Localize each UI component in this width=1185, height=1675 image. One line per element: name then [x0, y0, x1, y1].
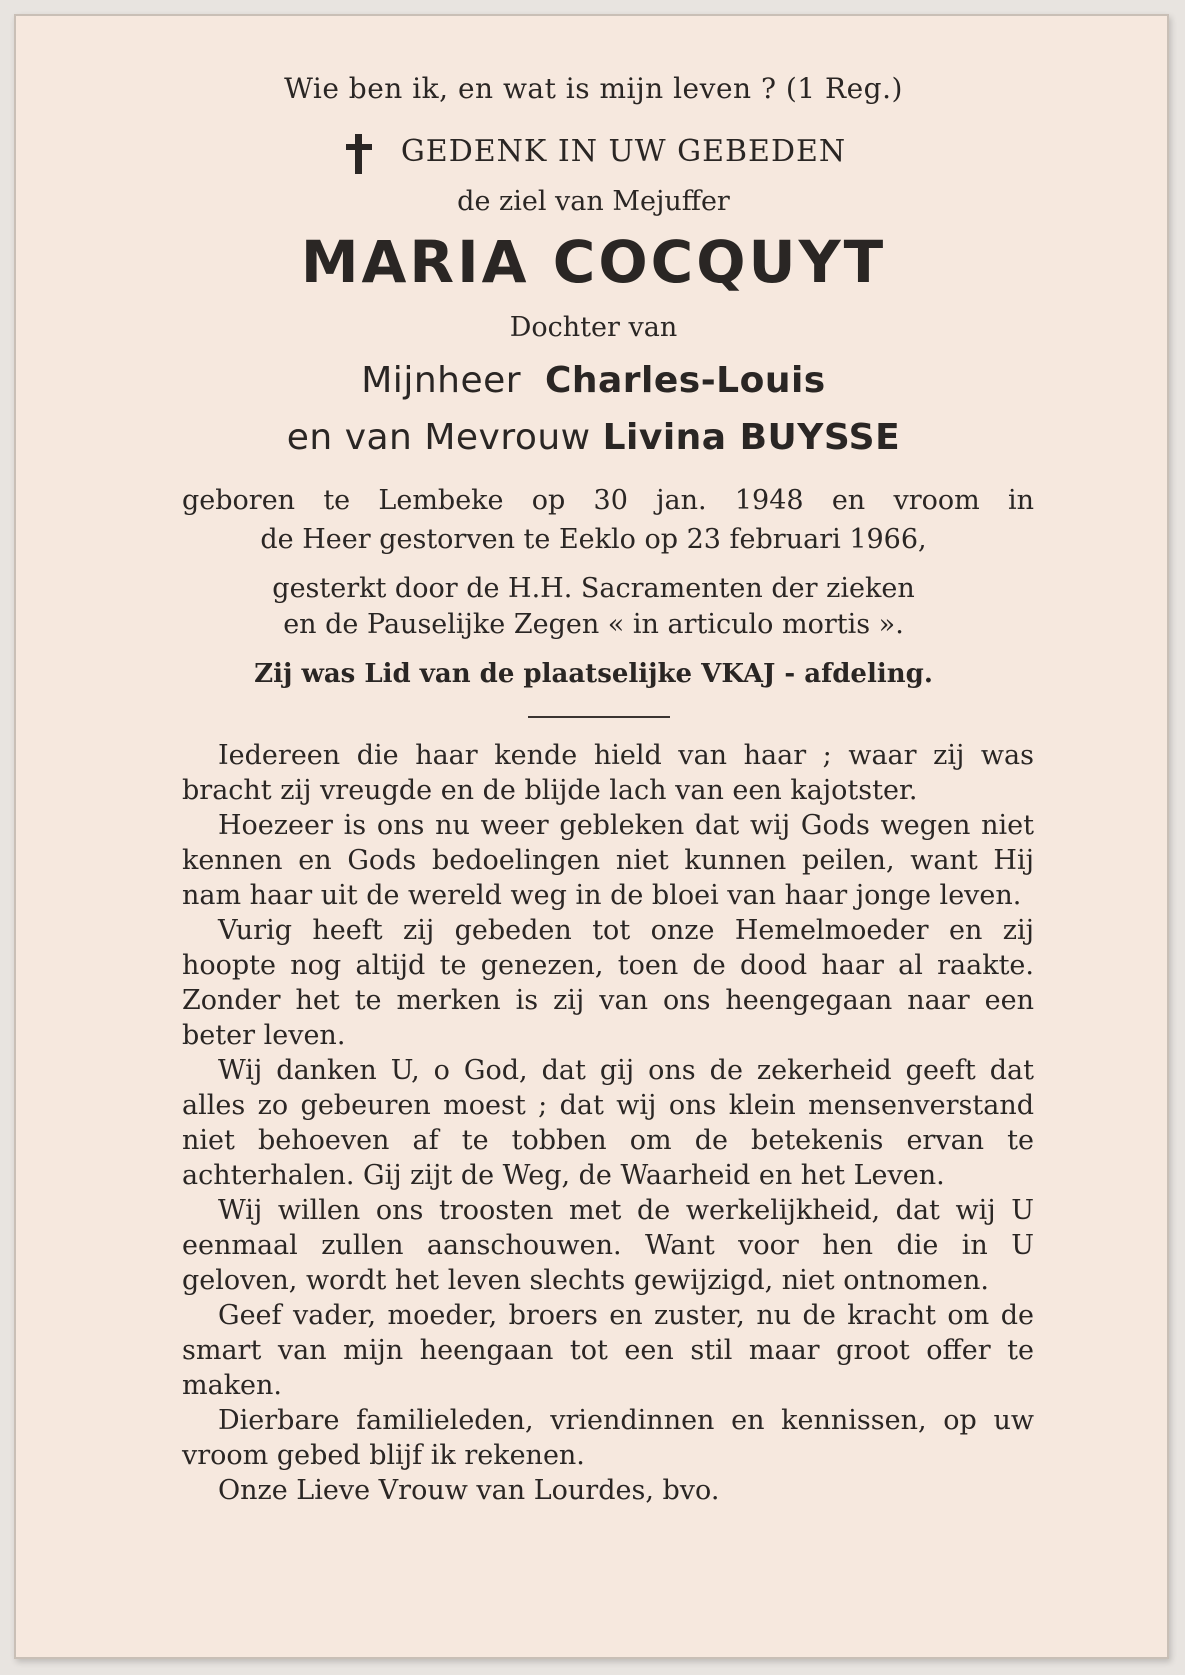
- sacraments-line: gesterkt door de H.H. Sacramenten der zieken: [272, 573, 915, 604]
- paragraph: Iedereen die haar kende hield van haar ; waar zij was bracht zij vreugde en de blijde lach van een kajotster.: [182, 740, 1034, 806]
- paragraph: Hoezeer is ons nu weer gebleken dat wij Gods wegen niet kennen en Gods bedoelingen niet kunnen peilen, want Hij nam haar uit de wereld weg in de bloei van haar jonge leven.: [182, 810, 1034, 911]
- membership-line: Zij was Lid van de plaatselijke VKAJ - afdeling.: [254, 659, 933, 689]
- death-line: de Heer gestorven te Eeklo op 23 februari 1966,: [260, 524, 927, 555]
- paragraph: Vurig heeft zij gebeden tot onze Hemelmoeder en zij hoopte nog altijd te genezen, toen de dood haar al raakte. Zonder het te merken is zij van ons heengegaan naar een beter leven.: [182, 915, 1034, 1051]
- paragraph: Wij danken U, o God, dat gij ons de zekerheid geeft dat alles zo gebeuren moest ; dat wij ons klein mensenverstand niet behoeven af te tobben om de betekenis ervan te achterhalen. Gij zijt de Weg, de Waarheid en het Leven.: [182, 1055, 1034, 1191]
- father-line: [16, 360, 1171, 401]
- mother-prefix: en van Mevrouw: [286, 417, 591, 458]
- bible-quote: Wie ben ik, en wat is mijn leven ? (1 Reg.): [284, 72, 903, 105]
- paragraph: Wij willen ons troosten met de werkelijkheid, dat wij U eenmaal zullen aanschouwen. Want voor hen die in U geloven, wordt het leven slechts gewijzigd, niet ontnomen.: [182, 1195, 1034, 1296]
- body-text: [182, 738, 1034, 1508]
- remembrance-heading: GEDENK IN UW GEBEDEN: [400, 134, 847, 169]
- mother-line: [16, 417, 1171, 458]
- birth-line: geboren te Lembeke op 30 jan. 1948 en vroom in: [182, 485, 1034, 516]
- father-prefix: Mijnheer: [361, 360, 522, 401]
- divider: [528, 716, 670, 718]
- soul-of-line: de ziel van Mejuffer: [457, 186, 730, 217]
- paragraph: Dierbare familieleden, vriendinnen en kennissen, op uw vroom gebed blijf ik rekenen.: [182, 1405, 1034, 1471]
- father-name: Charles-Louis: [544, 360, 826, 401]
- blessing-line: en de Pauselijke Zegen « in articulo mortis ».: [283, 609, 904, 640]
- daughter-of-line: Dochter van: [509, 312, 678, 343]
- mother-name: Livina BUYSSE: [602, 417, 901, 458]
- memorial-card: [14, 14, 1169, 1659]
- paragraph: Onze Lieve Vrouw van Lourdes, bvo.: [218, 1475, 720, 1506]
- paragraph: Geef vader, moeder, broers en zuster, nu de kracht om de smart van mijn heengaan tot een stil maar groot offer te maken.: [182, 1300, 1034, 1401]
- deceased-name: MARIA COCQUYT: [300, 228, 887, 296]
